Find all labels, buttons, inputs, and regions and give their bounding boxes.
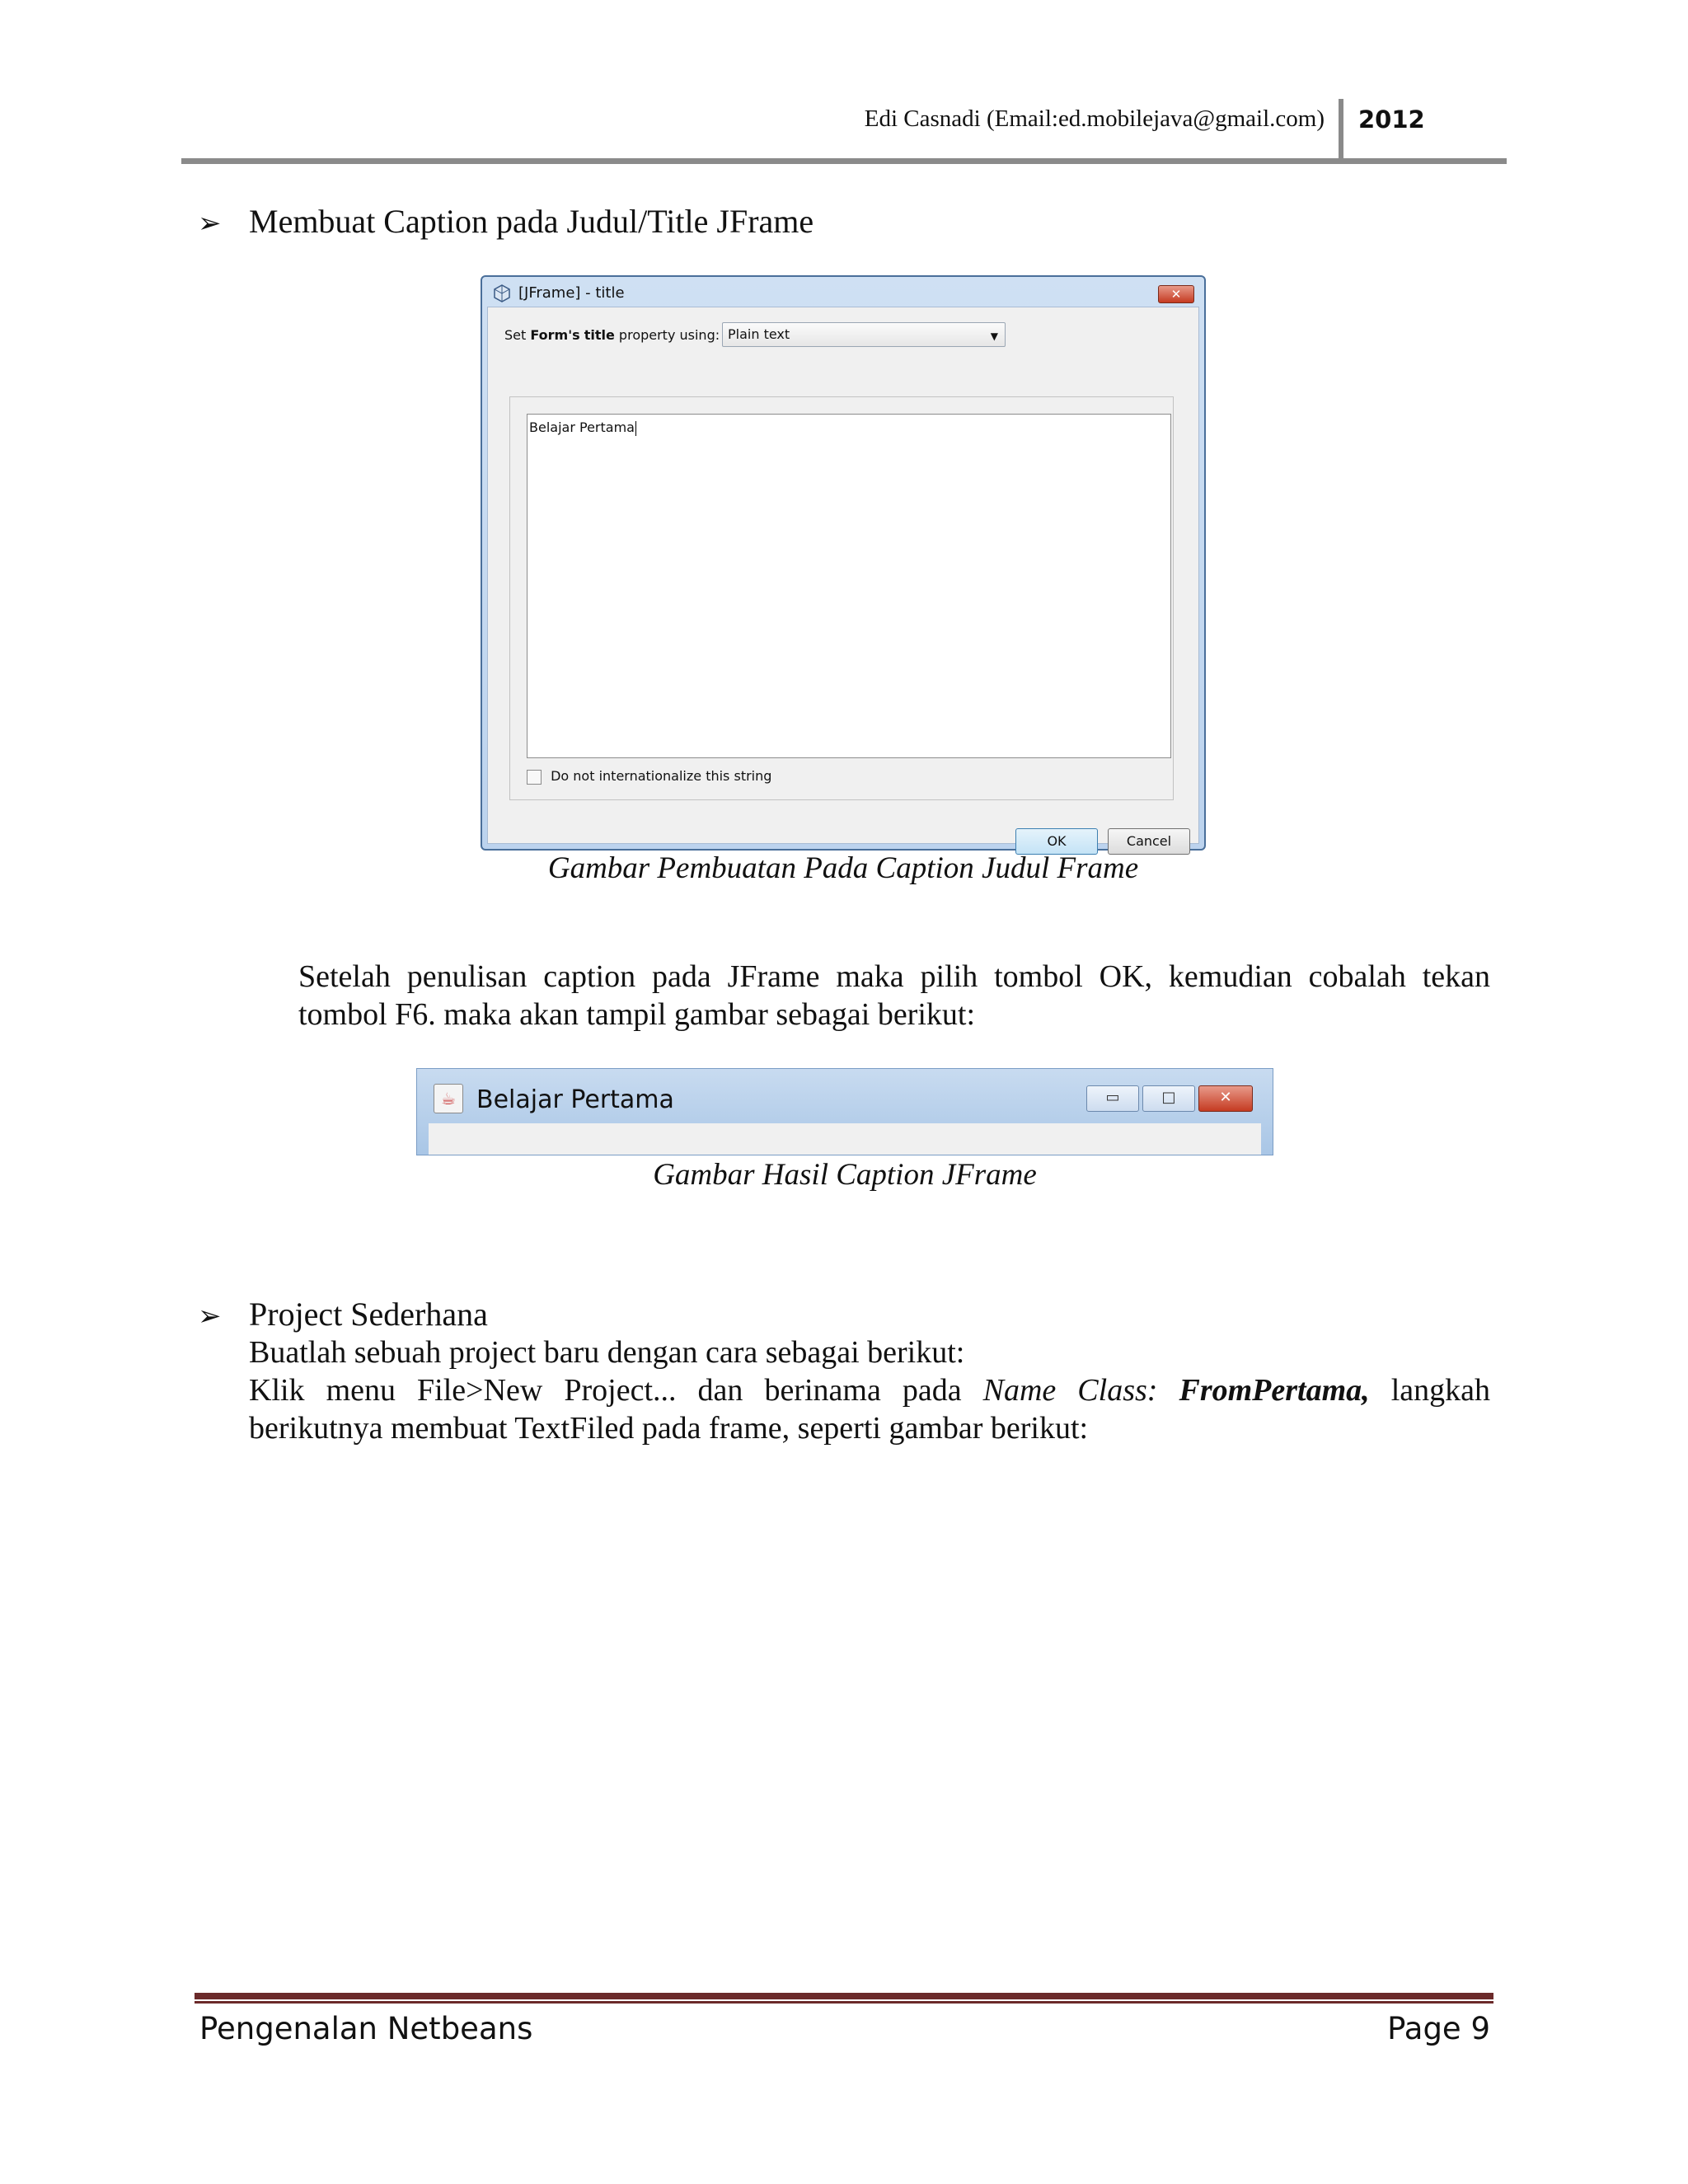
minimize-icon: ▭ [1105,1089,1120,1106]
java-app-icon: ☕ [434,1084,463,1113]
editor-panel [509,396,1174,800]
internationalize-checkbox[interactable] [527,770,542,785]
window-content-area [429,1123,1261,1155]
title-text-value: Belajar Pertama [529,419,635,435]
netbeans-cube-icon [494,284,510,302]
header-rule [181,158,1507,164]
maximize-icon: □ [1161,1089,1176,1106]
figure-caption-2: Gambar Hasil Caption JFrame [653,1158,1037,1192]
close-button[interactable] [1158,285,1194,303]
internationalize-checkbox-row[interactable] [527,768,771,785]
internationalize-label: Do not internationalize this string [551,768,772,784]
header-author: Edi Casnadi (Email:ed.mobilejava@gmail.com) [864,105,1325,132]
section2-bullet [198,1296,222,1335]
cancel-button[interactable]: Cancel [1108,828,1190,855]
dialog-title: [JFrame] - title [518,284,625,302]
header-divider [1339,99,1343,162]
minimize-button[interactable] [1086,1085,1139,1112]
jframe-window [416,1068,1273,1155]
bullet-arrow-icon: ➢ [198,1300,222,1333]
bullet-arrow-icon: ➢ [198,207,222,240]
footer-rule-thin [195,2001,1493,2004]
text-caret [635,421,636,436]
dialog-titlebar [482,277,1204,307]
footer-rule [195,1993,1493,1999]
paragraph-1: Setelah penulisan caption pada JFrame maka pilih tombol OK, kemudian cobalah tekan tombol F6. maka akan tampil gambar sebagai berikut: [298,959,1490,1032]
ok-button[interactable]: OK [1015,828,1098,855]
section2-paragraph: Klik menu File>New Project... dan berinama pada Name Class: FromPertama, langkah berikutnya membuat TextFiled pada frame, seperti gambar berikut: [249,1373,1490,1446]
page-number: Page 9 [1387,2011,1490,2046]
section2-line1: Buatlah sebuah project baru dengan cara sebagai berikut: [249,1335,965,1370]
close-icon: ✕ [1219,1089,1232,1106]
name-class-label: Name Class: [982,1373,1179,1408]
close-icon: ✕ [1170,287,1182,302]
dialog-body [487,307,1199,849]
window-title: Belajar Pertama [476,1085,674,1114]
chevron-down-icon: ▼ [990,330,998,342]
section1-heading: Membuat Caption pada Judul/Title JFrame [249,203,814,240]
footer-title: Pengenalan Netbeans [199,2011,533,2046]
section1-bullet [198,203,222,242]
title-textarea[interactable] [527,414,1171,758]
window-close-button[interactable] [1198,1085,1253,1112]
title-property-dialog [481,275,1206,851]
select-value: Plain text [728,326,790,342]
section2-heading: Project Sederhana [249,1296,488,1333]
maximize-button[interactable] [1142,1085,1195,1112]
set-property-label: Set Form's title property using: [504,327,720,343]
header-year: 2012 [1358,105,1425,134]
property-editor-select[interactable] [722,322,1006,347]
figure-caption-1: Gambar Pembuatan Pada Caption Judul Frame [547,851,1139,885]
class-name: FromPertama, [1179,1373,1370,1408]
